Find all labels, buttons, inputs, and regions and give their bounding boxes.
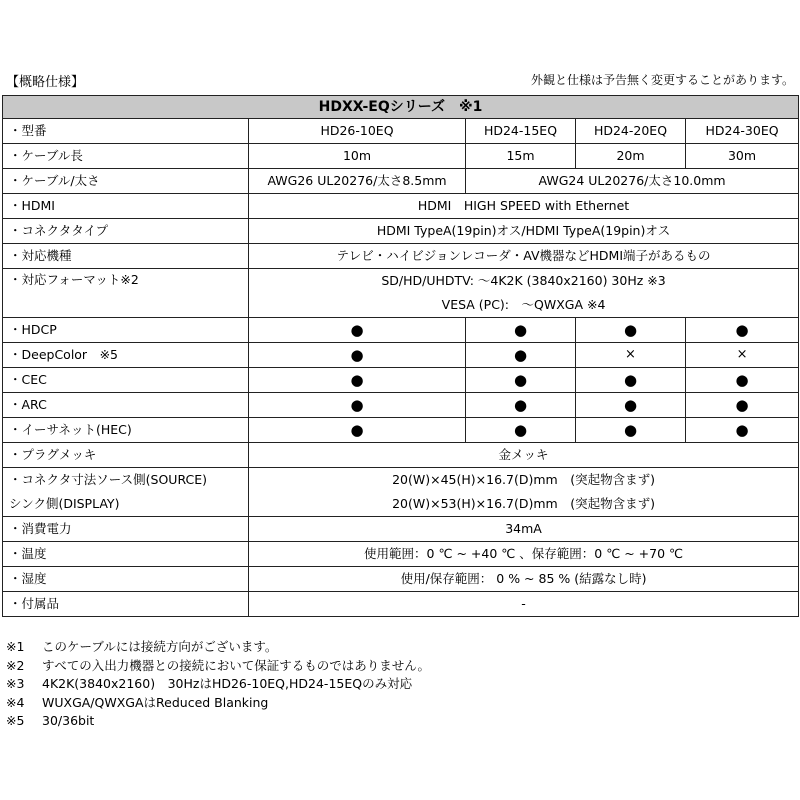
feature-mark: ●: [576, 368, 686, 393]
feature-mark: ●: [686, 368, 799, 393]
feature-mark: ●: [576, 318, 686, 343]
size-sink-cell: 20(W)×53(H)×16.7(D)mm (突起物含まず): [249, 492, 799, 517]
table-title-row: [3, 96, 799, 119]
table-row-hdmi: [3, 194, 799, 219]
row-label: ・型番: [3, 119, 249, 144]
feature-mark: ●: [249, 343, 466, 368]
row-label: [3, 468, 249, 493]
humidity-cell: 使用/保存範囲： 0 % ~ 85 % (結露なし時): [249, 567, 799, 592]
row-label: ・CEC: [3, 368, 249, 393]
footnote-text: WUXGA/QWXGAはReduced Blanking: [42, 694, 269, 710]
feature-mark: ●: [249, 393, 466, 418]
row-label: ・コネクタタイプ: [3, 219, 249, 244]
footnotes: [6, 638, 430, 731]
footnote-mark: ※4: [6, 694, 25, 710]
disclaimer: 外観と仕様は予告無く変更することがあります。: [530, 73, 794, 87]
row-label: ・DeepColor ※5: [3, 343, 249, 368]
feature-mark: ●: [466, 318, 576, 343]
feature-mark: ●: [466, 393, 576, 418]
table-row-cec: [3, 368, 799, 393]
row-label: ・対応フォーマット※2: [3, 269, 249, 318]
row-label: ・ケーブル/太さ: [3, 169, 249, 194]
source-label: ソース側(SOURCE): [96, 472, 208, 487]
table-row-plating: [3, 443, 799, 468]
table-row-hdcp: [3, 318, 799, 343]
footnote: [6, 638, 430, 657]
temperature-cell: 使用範囲：0 ℃ ~ +40 ℃ 、保存範囲：0 ℃ ~ +70 ℃: [249, 542, 799, 567]
footnote: [6, 675, 430, 694]
feature-mark: ●: [249, 368, 466, 393]
footnote-mark: ※2: [6, 657, 25, 673]
feature-mark: ●: [249, 418, 466, 443]
thickness-cell: AWG24 UL20276/太さ10.0mm: [466, 169, 799, 194]
sink-label: シンク側(DISPLAY): [3, 492, 249, 517]
row-label: ・消費電力: [3, 517, 249, 542]
footnote-text: すべての入出力機器との接続において保証するものではありません。: [42, 657, 431, 673]
row-label: ・イーサネット(HEC): [3, 418, 249, 443]
length-cell: 15m: [466, 144, 576, 169]
row-label: ・HDMI: [3, 194, 249, 219]
table-row-model: [3, 119, 799, 144]
feature-mark: ●: [466, 368, 576, 393]
footnote-text: 30/36bit: [42, 713, 95, 728]
power-cell: 34mA: [249, 517, 799, 542]
table-row-size-sink: [3, 492, 799, 517]
table-row-temperature: [3, 542, 799, 567]
feature-mark: ●: [466, 343, 576, 368]
table-row-ethernet: [3, 418, 799, 443]
hdmi-cell: HDMI HIGH SPEED with Ethernet: [249, 194, 799, 219]
table-row-size-source: [3, 468, 799, 493]
footnote-text: このケーブルには接続方向がございます。: [42, 639, 278, 654]
footnote-mark: ※3: [6, 676, 25, 691]
accessory-cell: -: [249, 592, 799, 617]
feature-mark: ●: [686, 418, 799, 443]
footnote: [6, 657, 430, 676]
row-label: ・ARC: [3, 393, 249, 418]
thickness-cell: AWG26 UL20276/太さ8.5mm: [249, 169, 466, 194]
table-row-accessory: [3, 592, 799, 617]
table-row-devices: [3, 244, 799, 269]
table-row-connector: [3, 219, 799, 244]
feature-mark: ×: [576, 343, 686, 368]
footnote-text: 4K2K(3840x2160) 30HzはHD26-10EQ,HD24-15EQのみ対応: [42, 676, 413, 691]
feature-mark: ●: [576, 418, 686, 443]
length-cell: 30m: [686, 144, 799, 169]
model-cell: HD24-20EQ: [576, 119, 686, 144]
size-label: ・コネクタ寸法: [9, 472, 97, 487]
spec-table: [2, 95, 799, 617]
model-cell: HD24-30EQ: [686, 119, 799, 144]
section-title: 【概略仕様】: [6, 75, 85, 90]
length-cell: 10m: [249, 144, 466, 169]
table-title: HDXX-EQシリーズ ※1: [3, 96, 799, 119]
row-label: ・ケーブル長: [3, 144, 249, 169]
row-label: ・プラグメッキ: [3, 443, 249, 468]
connector-cell: HDMI TypeA(19pin)オス/HDMI TypeA(19pin)オス: [249, 219, 799, 244]
row-label: ・温度: [3, 542, 249, 567]
table-row-arc: [3, 393, 799, 418]
table-row-power: [3, 517, 799, 542]
row-label: ・HDCP: [3, 318, 249, 343]
table-row-length: [3, 144, 799, 169]
feature-mark: ●: [249, 318, 466, 343]
devices-cell: テレビ・ハイビジョンレコーダ・AV機器などHDMI端子があるもの: [249, 244, 799, 269]
footnote-mark: ※1: [6, 639, 25, 654]
size-source-cell: 20(W)×45(H)×16.7(D)mm (突起物含まず): [249, 468, 799, 493]
footnote-mark: ※5: [6, 713, 25, 728]
model-cell: HD26-10EQ: [249, 119, 466, 144]
format-cell: SD/HD/UHDTV: ～4K2K (3840x2160) 30Hz ※3: [249, 269, 799, 294]
table-row-humidity: [3, 567, 799, 592]
feature-mark: ●: [576, 393, 686, 418]
footnote: [6, 694, 430, 713]
table-row-format: [3, 269, 799, 294]
plating-cell: 金メッキ: [249, 443, 799, 468]
feature-mark: ●: [686, 318, 799, 343]
row-label: ・湿度: [3, 567, 249, 592]
row-label: ・対応機種: [3, 244, 249, 269]
feature-mark: ●: [686, 393, 799, 418]
feature-mark: ×: [686, 343, 799, 368]
length-cell: 20m: [576, 144, 686, 169]
footnote: [6, 712, 430, 731]
row-label: ・付属品: [3, 592, 249, 617]
table-row-deepcolor: [3, 343, 799, 368]
table-row-thickness: [3, 169, 799, 194]
feature-mark: ●: [466, 418, 576, 443]
format-cell: VESA (PC): ～QWXGA ※4: [249, 293, 799, 318]
model-cell: HD24-15EQ: [466, 119, 576, 144]
